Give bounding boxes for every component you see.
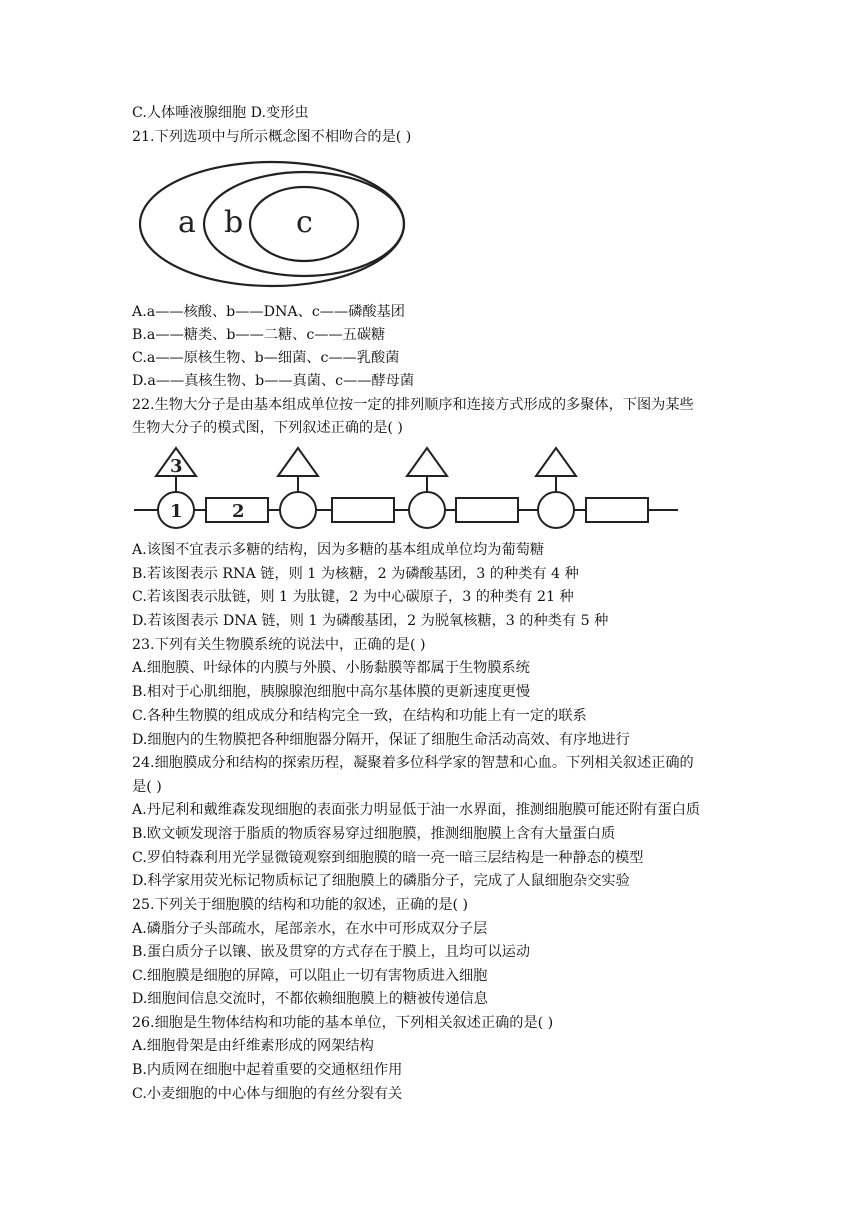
q22-stem-line2: 生物大分子的模式图，下列叙述正确的是( ) [132,420,403,436]
chain-label-1: 1 [170,501,183,522]
q25-option-c: C.细胞膜是细胞的屏障，可以阻止一切有害物质进入细胞 [132,968,488,984]
q21-option-a: A.a——核酸、b——DNA、c——磷酸基团 [132,304,405,320]
chain-label-2: 2 [232,501,245,522]
q25-option-d: D.细胞间信息交流时，不都依赖细胞膜上的糖被传递信息 [132,991,488,1007]
q21-option-d: D.a——真核生物、b——真菌、c——酵母菌 [132,373,415,389]
q25-stem: 25.下列关于细胞膜的结构和功能的叙述，正确的是( ) [132,897,469,913]
q21-option-c: C.a——原核生物、b—细菌、c——乳酸菌 [132,350,400,366]
q23-option-b: B.相对于心肌细胞，胰腺腺泡细胞中高尔基体膜的更新速度更慢 [132,684,531,700]
venn-label-b: b [224,205,244,240]
q24-stem-line1: 24.细胞膜成分和结构的探索历程，凝聚着多位科学家的智慧和心血。下列相关叙述正确的 [132,755,694,771]
q23-option-a: A.细胞膜、叶绿体的内膜与外膜、小肠黏膜等都属于生物膜系统 [132,660,530,676]
q24-option-c: C.罗伯特森利用光学显微镜观察到细胞膜的暗一亮一暗三层结构是一种静态的模型 [132,850,644,866]
q21-option-b: B.a——糖类、b——二糖、c——五碳糖 [132,327,386,343]
q21-stem: 21.下列选项中与所示概念图不相吻合的是( ) [132,129,412,145]
q22-option-d: D.若该图表示 DNA 链，则 1 为磷酸基团，2 为脱氧核糖，3 的种类有 5 种 [132,613,609,629]
q22-polymer-diagram [132,442,680,532]
q22-stem-line1: 22.生物大分子是由基本组成单位按一定的排列顺序和连接方式形成的多聚体，下图为某些 [132,397,694,413]
q22-option-a: A.该图不宜表示多糖的结构，因为多糖的基本组成单位均为葡萄糖 [132,542,545,558]
chain-label-3: 3 [170,456,183,477]
venn-label-c: c [296,205,313,240]
q23-option-c: C.各种生物膜的组成成分和结构完全一致，在结构和功能上有一定的联系 [132,708,587,724]
q22-option-c: C.若该图表示肽链，则 1 为肽键，2 为中心碳原子，3 的种类有 21 种 [132,589,574,605]
q26-option-b: B.内质网在细胞中起着重要的交通枢纽作用 [132,1062,403,1078]
q23-stem: 23.下列有关生物膜系统的说法中，正确的是( ) [132,637,426,653]
q24-option-b: B.欧文顿发现溶于脂质的物质容易穿过细胞膜，推测细胞膜上含有大量蛋白质 [132,826,616,842]
q24-option-a: A.丹尼利和戴维森发现细胞的表面张力明显低于油一水界面，推测细胞膜可能还附有蛋白质 [132,802,701,818]
q23-option-d: D.细胞内的生物膜把各种细胞器分隔开，保证了细胞生命活动高效、有序地进行 [132,732,630,748]
q20-option-cd: C.人体唾液腺细胞 D.变形虫 [132,105,309,121]
q26-option-a: A.细胞骨架是由纤维素形成的网架结构 [132,1038,374,1054]
q22-option-b: B.若该图表示 RNA 链，则 1 为核糖，2 为磷酸基团，3 的种类有 4 种 [132,566,579,582]
q21-concept-diagram [136,158,408,292]
q26-stem: 26.细胞是生物体结构和功能的基本单位，下列相关叙述正确的是( ) [132,1015,554,1031]
q26-option-c: C.小麦细胞的中心体与细胞的有丝分裂有关 [132,1086,403,1102]
q24-stem-line2: 是( ) [132,779,162,795]
q25-option-b: B.蛋白质分子以镶、嵌及贯穿的方式存在于膜上，且均可以运动 [132,944,531,960]
venn-label-a: a [178,205,196,240]
q24-option-d: D.科学家用荧光标记物质标记了细胞膜上的磷脂分子，完成了人鼠细胞杂交实验 [132,873,630,889]
q25-option-a: A.磷脂分子头部疏水，尾部亲水，在水中可形成双分子层 [132,921,488,937]
